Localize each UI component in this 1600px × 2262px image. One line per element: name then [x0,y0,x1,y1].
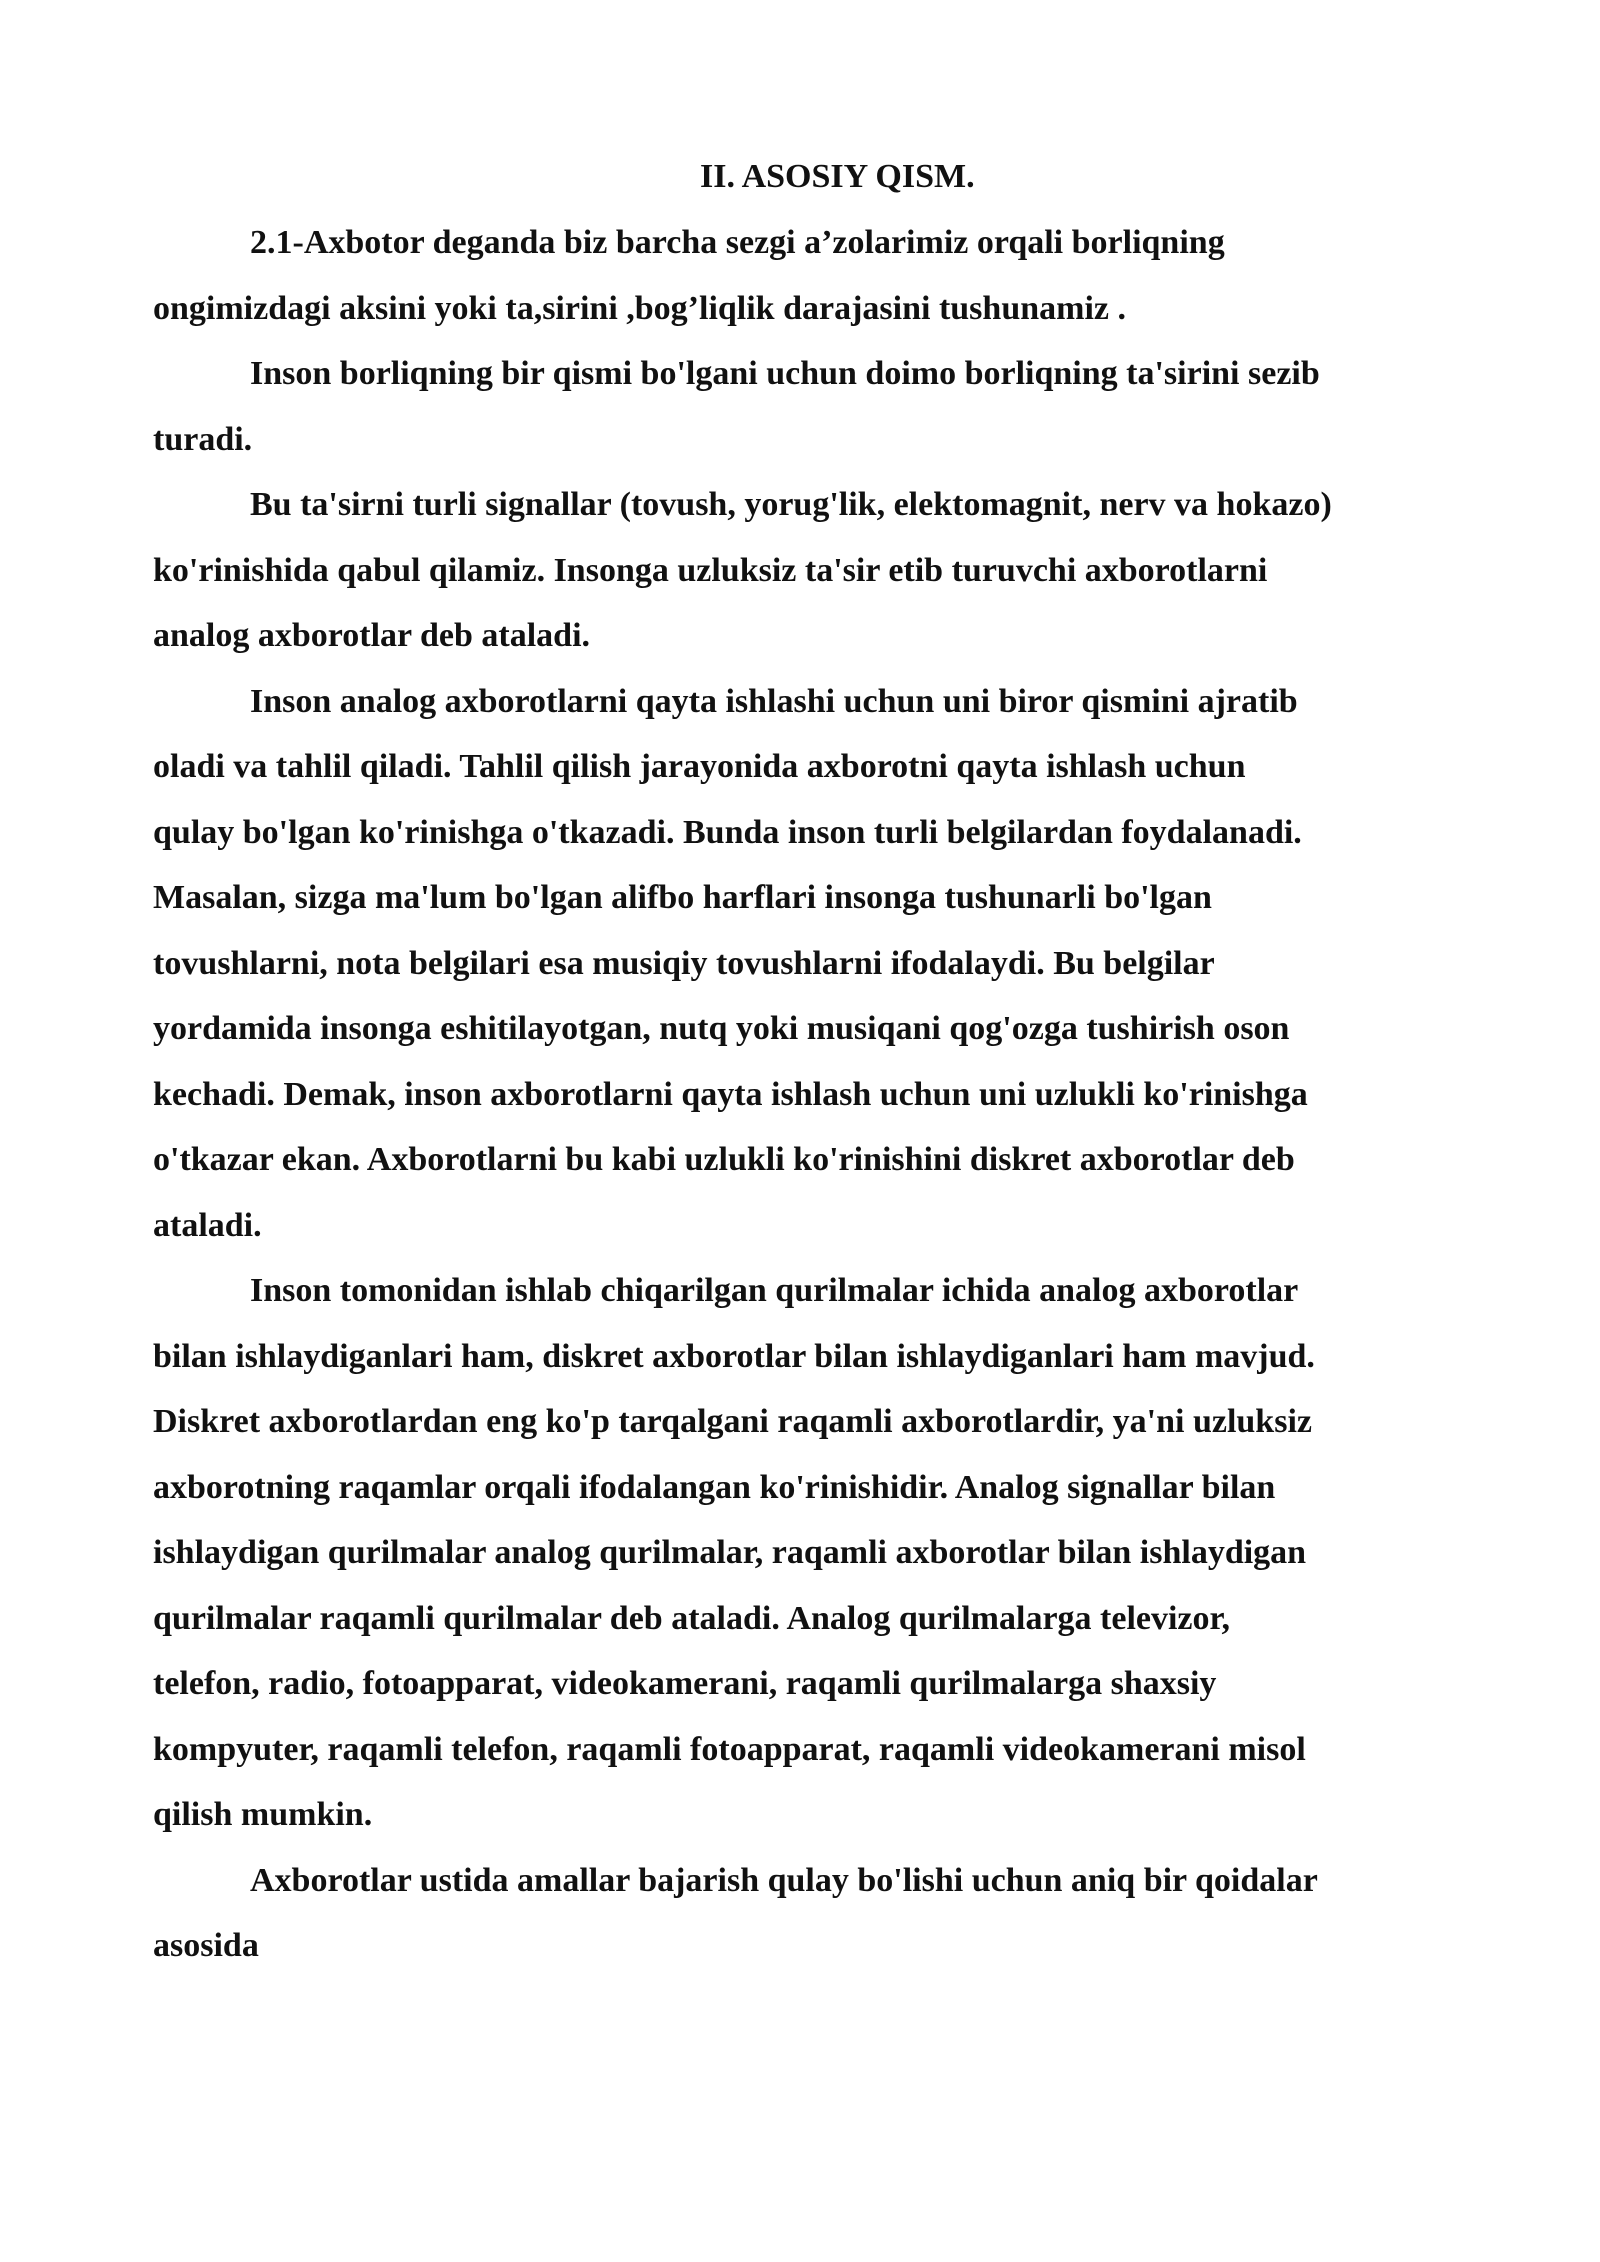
text-line: bilan ishlaydiganlari ham, diskret axborotlar bilan ishlaydiganlari ham mavjud. [153,1337,1315,1375]
text-line: qurilmalar raqamli qurilmalar deb ataladi. Analog qurilmalarga televizor, [153,1599,1230,1637]
text-line: asosida [153,1927,259,1964]
text-line: telefon, radio, fotoapparat, videokamerani, raqamli qurilmalarga shaxsiy [153,1665,1217,1702]
text-line: kompyuter, raqamli telefon, raqamli fotoapparat, raqamli videokamerani misol [153,1730,1306,1768]
body-text [153,210,1453,1979]
text-line: o'tkazar ekan. Axborotlarni bu kabi uzlukli ko'rinishini diskret axborotlar deb [153,1141,1295,1178]
section-heading: II. ASOSIY QISM. [700,158,975,195]
text-line: Axborotlar ustida amallar bajarish qulay bo'lishi uchun aniq bir qoidalar [250,1861,1318,1899]
text-line: ataladi. [153,1206,262,1244]
text-line: yordamida insonga eshitilayotgan, nutq yoki musiqani qog'ozga tushirish oson [153,1010,1290,1047]
text-line: ongimizdagi aksini yoki ta,sirini ,bog’liqlik darajasini tushunamiz . [153,289,1127,327]
text-line: ishlaydigan qurilmalar analog qurilmalar, raqamli axborotlar bilan ishlaydigan [153,1534,1307,1571]
text-line: qilish mumkin. [153,1796,373,1833]
text-line: qulay bo'lgan ko'rinishga o'tkazadi. Bunda inson turli belgilardan foydalanadi. [153,813,1302,851]
text-line: tovushlarni, nota belgilari esa musiqiy tovushlarni ifodalaydi. Bu belgilar [153,944,1215,982]
text-line: ko'rinishida qabul qilamiz. Insonga uzluksiz ta'sir etib turuvchi axborotlarni [153,551,1268,589]
text-line: oladi va tahlil qiladi. Tahlil qilish jarayonida axborotni qayta ishlash uchun [153,748,1246,785]
text-line: Inson tomonidan ishlab chiqarilgan qurilmalar ichida analog axborotlar [250,1272,1299,1309]
text-line: turadi. [153,420,253,458]
text-line: Masalan, sizga ma'lum bo'lgan alifbo harflari insonga tushunarli bo'lgan [153,879,1212,916]
text-line: Inson borliqning bir qismi bo'lgani uchun doimo borliqning ta'sirini sezib [250,355,1320,392]
text-line: Diskret axborotlardan eng ko'p tarqalgani raqamli axborotlardir, ya'ni uzluksiz [153,1403,1312,1440]
text-line: axborotning raqamlar orqali ifodalangan ko'rinishidir. Analog signallar bilan [153,1468,1276,1506]
text-line: Inson analog axborotlarni qayta ishlashi uchun uni biror qismini ajratib [250,682,1298,720]
text-line: 2.1-Axbotor deganda biz barcha sezgi a’zolarimiz orqali borliqning [250,224,1225,261]
text-line: kechadi. Demak, inson axborotlarni qayta ishlash uchun uni uzlukli ko'rinishga [153,1075,1308,1113]
text-line: Bu ta'sirni turli signallar (tovush, yorug'lik, elektomagnit, nerv va hokazo) [250,486,1332,523]
text-line: analog axborotlar deb ataladi. [153,617,591,654]
